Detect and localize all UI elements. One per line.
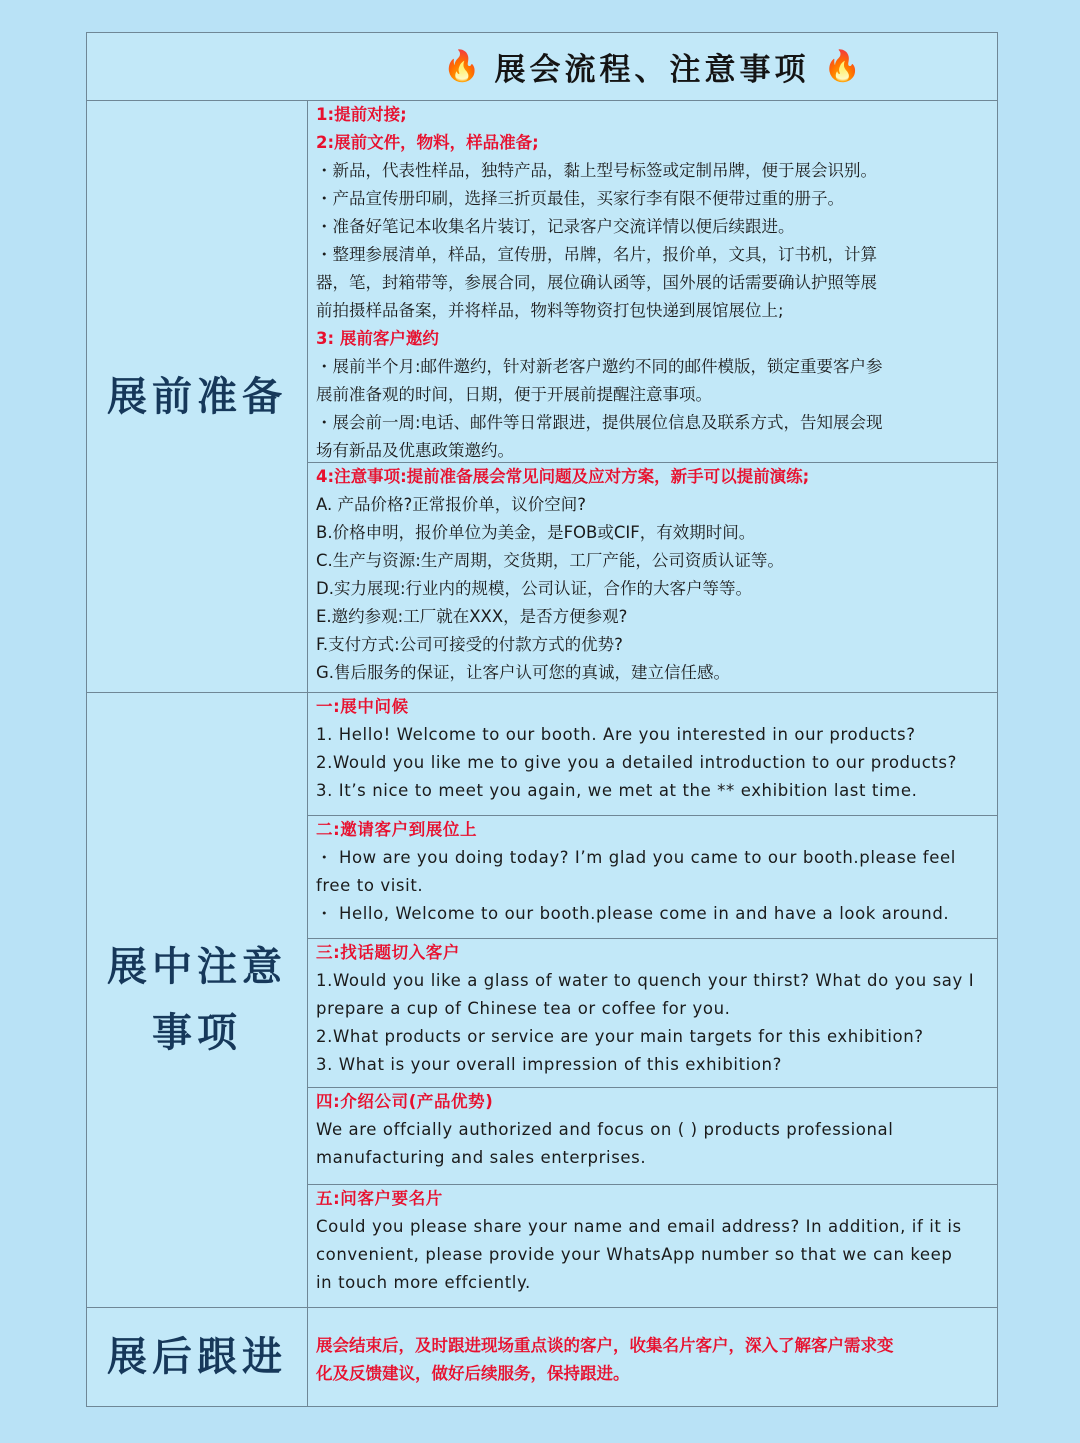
exhibition-table (86, 32, 998, 1407)
cell-text-line: ・准备好笔记本收集名片装订，记录客户交流详情以便后续跟进。 (316, 217, 795, 236)
cell-text-line: 前拍摄样品备案，并将样品，物料等物资打包快递到展馆展位上; (316, 301, 784, 320)
cell-heading: 化及反馈建议，做好后续服务，保持跟进。 (316, 1364, 630, 1383)
fire-icon: 🔥 (823, 49, 861, 84)
cell-heading: 1:提前对接; (316, 105, 407, 124)
cell-text-line: prepare a cup of Chinese tea or coffee for you. (316, 999, 731, 1018)
cell-text-line: D.实力展现:行业内的规模，公司认证，合作的大客户等等。 (316, 579, 753, 598)
cell-text-line: 1. Hello! Welcome to our booth. Are you interested in our products? (316, 725, 916, 744)
cell-text-line: 3. What is your overall impression of this exhibition? (316, 1055, 782, 1074)
cell-text-line: G.售后服务的保证，让客户认可您的真诚，建立信任感。 (316, 663, 731, 682)
cell-heading: 4:注意事项:提前准备展会常见问题及应对方案，新手可以提前演练; (316, 467, 810, 486)
cell-heading: 三:找话题切入客户 (316, 943, 460, 962)
section-during-show-notes (87, 693, 997, 1308)
cell-text-line: Could you please share your name and email address? In addition, if it is (316, 1217, 962, 1236)
cell-text-line: B.价格申明，报价单位为美金，是FOB或CIF，有效期时间。 (316, 523, 756, 542)
section-label-line: 展中注意 (107, 944, 287, 990)
table-header (87, 33, 997, 101)
cell-text-line: ・产品宣传册印刷，选择三折页最佳，买家行李有限不便带过重的册子。 (316, 189, 844, 208)
cell-heading: 二:邀请客户到展位上 (316, 820, 478, 839)
cell-text-line: 3. It’s nice to meet you again, we met at the ** exhibition last time. (316, 781, 918, 800)
section-label: 展前准备 (87, 101, 308, 692)
cell-text-line: free to visit. (316, 876, 424, 895)
cell-text-line: 场有新品及优惠政策邀约。 (316, 441, 514, 460)
content-cell (308, 463, 997, 692)
cell-text-line: 2.Would you like me to give you a detailed introduction to our products? (316, 753, 957, 772)
cell-text-line: E.邀约参观:工厂就在XXX，是否方便参观? (316, 607, 628, 626)
cell-text-line: F.支付方式:公司可接受的付款方式的优势? (316, 635, 623, 654)
cell-text-line: We are offcially authorized and focus on ( ) products professional (316, 1120, 894, 1139)
cell-text-line: manufacturing and sales enterprises. (316, 1148, 647, 1167)
cell-text-line: A. 产品价格?正常报价单，议价空间? (316, 495, 587, 514)
cell-text-line: ・ Hello, Welcome to our booth.please come in and have a look around. (316, 904, 950, 923)
section-post-show-follow-up (87, 1308, 997, 1406)
cell-text-line: ・ How are you doing today? I’m glad you came to our booth.please feel (316, 848, 956, 867)
cell-text-line: convenient, please provide your WhatsApp number so that we can keep (316, 1245, 953, 1264)
cell-heading: 五:问客户要名片 (316, 1189, 443, 1208)
cell-text-line: 2.What products or service are your main targets for this exhibition? (316, 1027, 924, 1046)
content-cell (308, 1185, 997, 1307)
content-cell (308, 1088, 997, 1185)
section-pre-show-preparation (87, 101, 997, 693)
cell-text-line: 展前准备观的时间，日期，便于开展前提醒注意事项。 (316, 385, 712, 404)
cell-text-line: ・新品，代表性样品，独特产品，黏上型号标签或定制吊牌，便于展会识别。 (316, 161, 877, 180)
page-title: 展会流程、注意事项 (494, 52, 810, 88)
content-cell (308, 101, 997, 463)
section-label: 展后跟进 (87, 1308, 308, 1406)
fire-icon: 🔥 (443, 49, 481, 84)
cell-text-line: ・整理参展清单，样品，宣传册，吊牌，名片，报价单，文具，订书机，计算 (316, 245, 877, 264)
cell-heading: 一:展中问候 (316, 697, 409, 716)
content-cell (308, 939, 997, 1088)
cell-text-line: C.生产与资源:生产周期，交货期，工厂产能，公司资质认证等。 (316, 551, 784, 570)
content-cell (308, 693, 997, 816)
content-cell (308, 816, 997, 939)
cell-heading: 2:展前文件，物料，样品准备; (316, 133, 539, 152)
cell-heading: 四:介绍公司(产品优势) (316, 1092, 494, 1111)
cell-text-line: in touch more effciently. (316, 1273, 531, 1292)
cell-heading: 3: 展前客户邀约 (316, 329, 439, 348)
cell-text-line: 1.Would you like a glass of water to quench your thirst? What do you say I (316, 971, 975, 990)
section-label (87, 693, 308, 1307)
section-label-line: 事项 (152, 1010, 242, 1056)
cell-text-line: ・展会前一周:电话、邮件等日常跟进，提供展位信息及联系方式，告知展会现 (316, 413, 883, 432)
cell-text-line: ・展前半个月:邮件邀约，针对新老客户邀约不同的邮件模版，锁定重要客户参 (316, 357, 883, 376)
cell-text-line: 器，笔，封箱带等，参展合同，展位确认函等，国外展的话需要确认护照等展 (316, 273, 877, 292)
content-cell (308, 1308, 997, 1406)
cell-heading: 展会结束后，及时跟进现场重点谈的客户，收集名片客户，深入了解客户需求变 (316, 1336, 894, 1355)
